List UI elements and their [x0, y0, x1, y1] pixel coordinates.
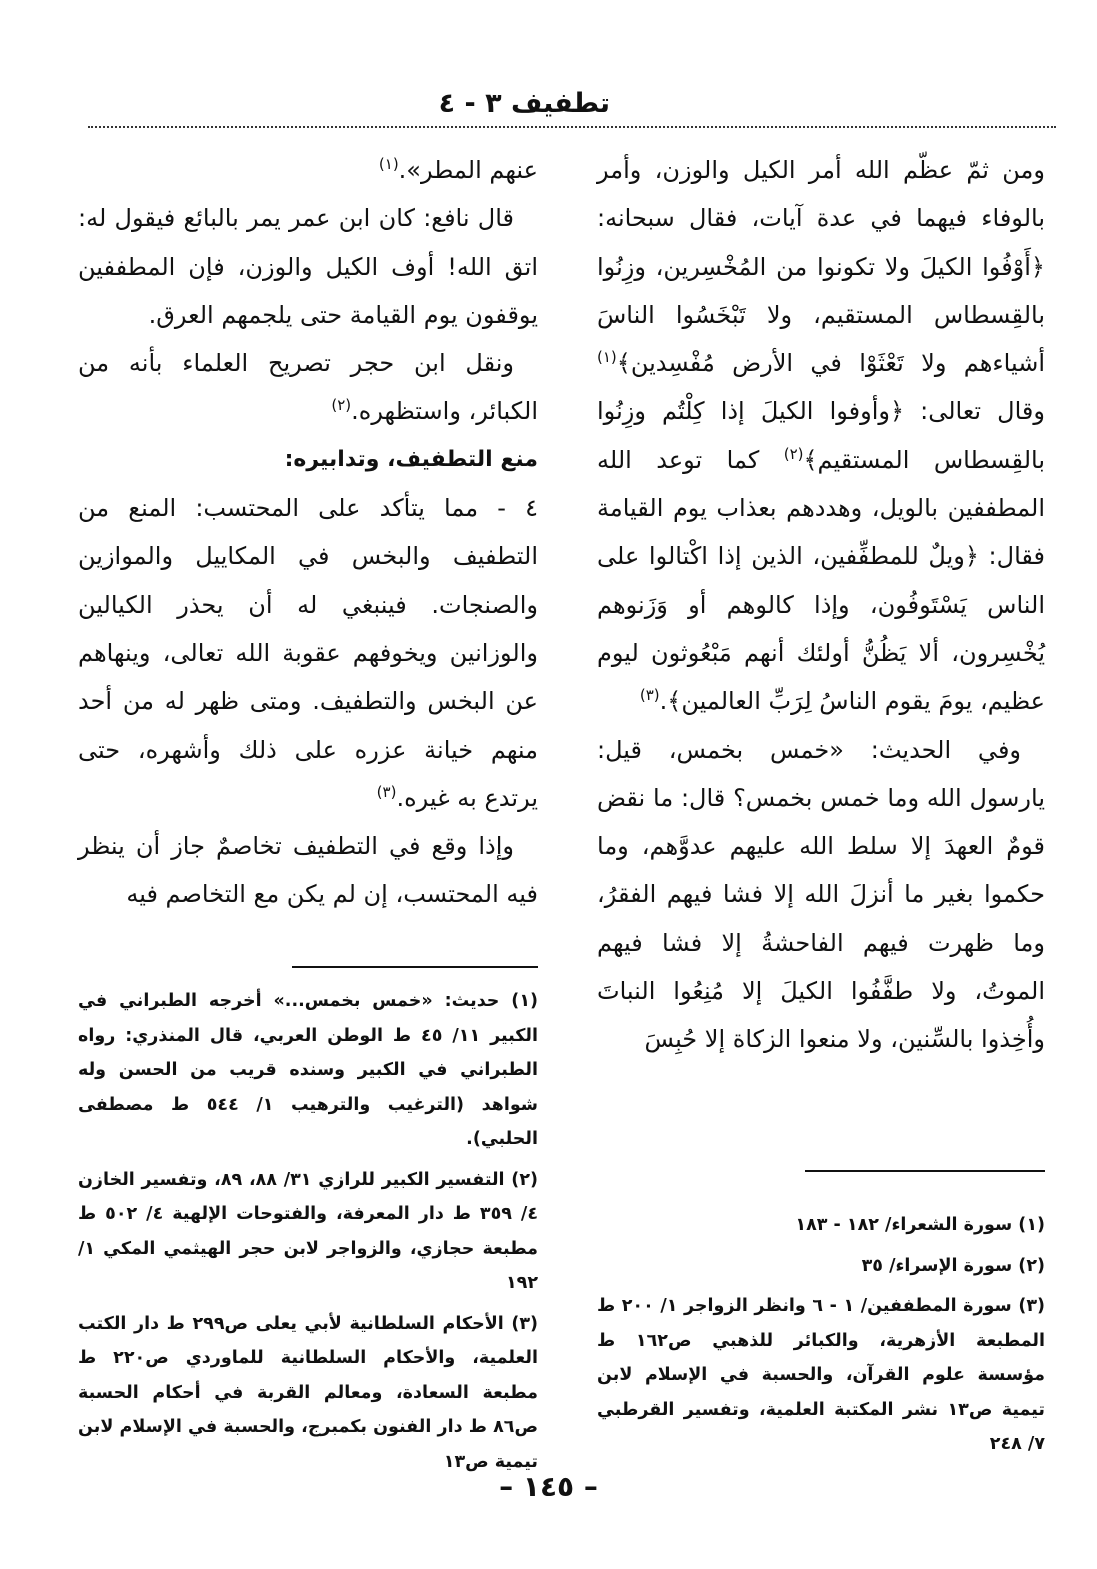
- right-p1-mid: وقال تعالى: ﴿وأوفوا الكيلَ إذا كِلْتُم وزِنُوا بالقِسطاس المستقيم﴾: [597, 397, 1045, 474]
- left-p2-text: ونقل ابن حجر تصريح العلماء بأنه من الكبائر، واستظهره.: [78, 349, 538, 426]
- left-paragraph-2: [78, 339, 538, 436]
- footnote-item: (١) حديث: «خمس بخمس...» أخرجه الطبراني في الكبير ١١/ ٤٥ ط الوطن العربي، قال المنذري: رواه الطبراني في الكبير وسنده قريب من الحسن وله شواهد (الترغيب والترهيب ١/ ٥٤٤ ط مصطفى الحلبي).: [78, 991, 539, 1149]
- right-p1-end: كما توعد الله المطففين بالويل، وهددهم بعذاب يوم القيامة فقال: ﴿ويلٌ للمطفِّفين، الذين إذا اكْتالوا على الناس يَسْتَوفُون، وإذا كالوهم أو وَزَنوهم يُخْسِرون، ألا يَظُنُّ أولئك أنهم مَبْعُوثون ليوم عظيم، يومَ يقوم الناسُ لِرَبِّ العالمين﴾.: [597, 445, 1045, 716]
- left-p3-text: ٤ - مما يتأكد على المحتسب: المنع من التطفيف والبخس في المكاييل والموازين والصنجات. فينبغي له أن يحذر الكيالين والوزانين ويخوفهم عقوبة الله تعالى، وينهاهم عن البخس والتطفيف. ومتى ظهر له من أحد منهم خيانة عزره على ذلك وأشهره، حتى يرتدع به غيره.: [78, 494, 538, 812]
- footnote-ref-3: (٣): [376, 782, 397, 801]
- right-paragraph-1: [597, 146, 1045, 726]
- header-title: تطفيف ٣ - ٤: [438, 88, 610, 119]
- header-dotted-rule: [88, 126, 1056, 128]
- right-p1-text: ومن ثمّ عظّم الله أمر الكيل والوزن، وأمر بالوفاء فيهما في عدة آيات، فقال سبحانه: ﴿أَوْفُوا الكيلَ ولا تكونوا من المُخْسِرين، وزِنُوا بالقِسطاس المستقيم، ولا تَبْخَسُوا الناسَ أشياءهم ولا تَعْثَوْا في الأرض مُفْسِدين﴾: [597, 156, 1045, 378]
- left-paragraph-0: [78, 146, 538, 194]
- left-paragraph-1: قال نافع: كان ابن عمر يمر بالبائع فيقول له: اتق الله! أوف الكيل والوزن، فإن المطففين يوقفون يوم القيامة حتى يلجمهم العرق.: [78, 204, 538, 329]
- footnote-ref-2: (٢): [783, 444, 804, 463]
- section-heading: منع التطفيف، وتدابيره:: [284, 446, 538, 472]
- footnote-ref-3: (٣): [639, 686, 660, 705]
- footnote-item: (٣) الأحكام السلطانية لأبي يعلى ص٢٩٩ ط دار الكتب العلمية، والأحكام السلطانية للماوردي ص٢٢٠ ط مطبعة السعادة، ومعالم القربة في أحكام الحسبة ص٨٦ ط دار الفنون بكمبرج، والحسبة في الإسلام لابن تيمية ص١٣: [78, 1313, 539, 1472]
- footnote-item: (١) سورة الشعراء/ ١٨٢ - ١٨٣: [795, 1215, 1045, 1235]
- running-header: [88, 86, 1056, 128]
- left-paragraph-4: وإذا وقع في التطفيف تخاصمٌ جاز أن ينظر فيه المحتسب، إن لم يكن مع التخاصم فيه: [78, 832, 538, 909]
- footnote-item: (٢) التفسير الكبير للرازي ٣١/ ٨٨، ٨٩، وتفسير الخازن ٤/ ٣٥٩ ط دار المعرفة، والفتوحات الإلهية ٤/ ٥٠٢ ط مطبعة حجازي، والزواجر لابن حجر الهيثمي المكي ١/ ١٩٢: [78, 1169, 538, 1293]
- page-number: – ١٤٥ –: [499, 1470, 598, 1503]
- footnote-item: (٣) سورة المطففين/ ١ - ٦ وانظر الزواجر ١/ ٢٠٠ ط المطبعة الأزهرية، والكبائر للذهبي ص١٦٢ ط مؤسسة علوم القرآن، والحسبة في الإسلام لابن تيمية ص١٣ نشر المكتبة العلمية، وتفسير القرطبي ٧/ ٢٤٨: [597, 1296, 1045, 1454]
- footnotes-right: [597, 1208, 1045, 1468]
- footnote-ref-1: (١): [378, 155, 399, 173]
- footnote-ref-1: (١): [597, 348, 617, 367]
- footnote-separator-right: [805, 1170, 1045, 1172]
- right-column: [597, 146, 1045, 1064]
- left-column: [78, 146, 538, 919]
- left-p0-text: عنهم المطر».: [398, 156, 538, 184]
- footnote-item: (٢) سورة الإسراء/ ٣٥: [861, 1255, 1045, 1276]
- footnote-ref-2: (٢): [331, 396, 352, 415]
- right-paragraph-2: وفي الحديث: «خمس بخمس، قيل: يارسول الله وما خمس بخمس؟ قال: ما نقض قومٌ العهدَ إلا سلط الله عليهم عدوَّهم، وما حكموا بغير ما أنزلَ الله إلا فشا فيهم الفقرُ، وما ظهرت فيهم الفاحشةُ إلا فشا فيهم الموتُ، ولا طفَّفُوا الكيلَ إلا مُنِعُوا النباتَ وأُخِذوا بالسِّنين، ولا منعوا الزكاة إلا حُبِسَ: [597, 735, 1045, 1054]
- left-paragraph-3: [78, 484, 538, 822]
- footnote-separator-left: [292, 966, 538, 968]
- footnotes-left: [78, 984, 538, 1485]
